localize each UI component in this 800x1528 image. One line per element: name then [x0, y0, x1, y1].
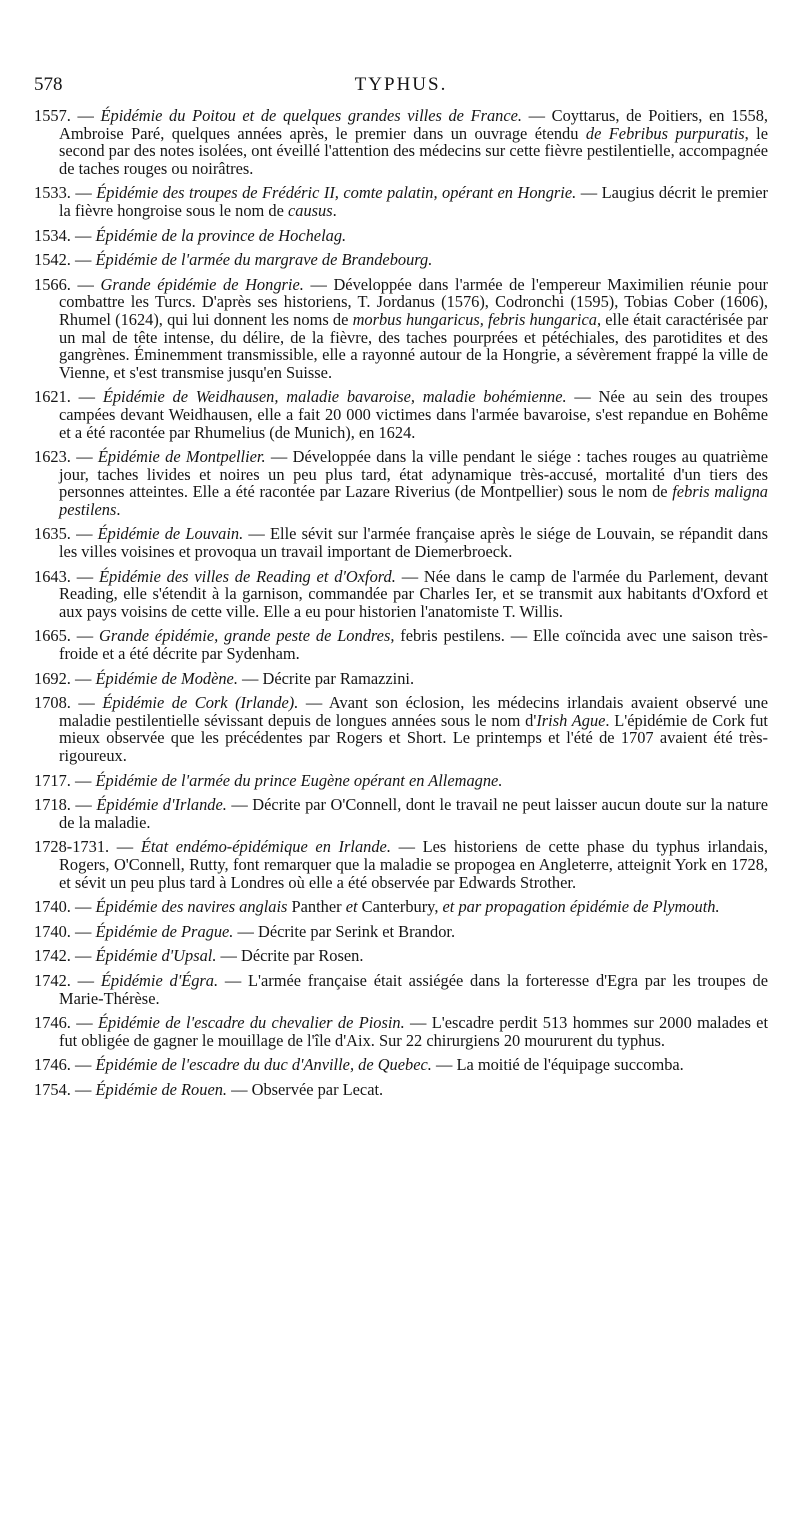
- entry-year: 1542.: [34, 250, 71, 270]
- entry-italic-term: et: [345, 897, 358, 917]
- entry-year: 1557.: [34, 106, 71, 125]
- entry-title: Épidémie de Louvain.: [97, 524, 244, 544]
- entry-description: — Décrite par O'Connell, dont le travail ne peut laisser aucun doute sur la nature de la maladie.: [59, 795, 768, 832]
- entry-separator: —: [70, 274, 101, 294]
- entry-title: Épidémie de Modène.: [95, 668, 238, 688]
- entry-description: — Développée dans l'armée de l'empereur Maximilien réunie pour combattre les Turcs. D'après ses historiens, T. Jordanus (1576), Codronchi (1595), Tobias Cober (1606), Rhumel (1624), qui lui donnent les noms de: [59, 274, 768, 329]
- entry-description-continued: , elle était caractérisée par un mal de tête intense, du délire, de la fièvre, des taches pourprées et pétéchiales, des parotidites et des gangrènes. Éminemment transmissible, elle a rayonné autour de la Hongrie, a sévèrement frappé la ville de Vienne, et s'est transmise jusqu'en Suisse.: [59, 309, 768, 382]
- entry-description: — Elle sévit sur l'armée française après le siége de Louvain, se répandit dans les villes voisines et provoqua un travail important de Diemerbroeck.: [59, 524, 768, 562]
- entry-description-continued: .: [332, 200, 337, 220]
- entry-separator: —: [70, 770, 96, 790]
- entry-year: 1534.: [34, 225, 71, 245]
- chronology-entry: [34, 796, 768, 831]
- chronology-entry: [34, 694, 768, 764]
- entry-separator: —: [70, 1055, 96, 1075]
- chronology-entry: [34, 107, 768, 177]
- entry-separator: —: [70, 668, 96, 688]
- entry-description: — Laugius décrit le premier la fièvre hongroise sous le nom de: [59, 183, 769, 220]
- chronology-entry: [34, 1081, 768, 1099]
- chronology-entry: [34, 923, 768, 941]
- chronology-entry: [34, 1014, 768, 1049]
- entry-description: — Coyttarus, de Poitiers, en 1558, Ambroise Paré, quelques années après, le premier dans un ouvrage étendu: [59, 106, 768, 143]
- entry-year: 1718.: [34, 795, 71, 815]
- entry-description: — Née au sein des troupes campées devant Weidhausen, elle a fait 20 000 victimes dans l'armée bavaroise, s'est repandue en Bohême et a été racontée par Rhumelius (de Munich), en 1624.: [59, 387, 768, 442]
- entry-italic-term: Irish Ague: [536, 710, 606, 730]
- entry-description: — Développée dans la ville pendant le siége : taches rouges au quatrième jour, taches livides et noires un peu plus tard, état adynamique très-accusé, mortalité d'un tiers des personnes atteintes. Elle a été racontée par Lazare Riverius (de Montpellier) sous le nom de: [59, 447, 768, 502]
- chronology-entry: [34, 525, 768, 560]
- entry-description: — Les historiens de cette phase du typhus irlandais, Rogers, O'Connell, Rutty, font remarquer que la maladie se propogea en Angleterre, atteignit York en 1728, et sévit un peu plus tard à Londres où elle a été observée par Edwards Strother.: [59, 837, 768, 892]
- entry-separator: —: [70, 225, 96, 245]
- page-number: 578: [34, 74, 63, 95]
- entry-italic-term: de Febribus purpuratis: [585, 123, 745, 143]
- entry-title: Épidémie de Montpellier.: [97, 447, 266, 467]
- running-title: TYPHUS.: [354, 74, 448, 95]
- chronology-entry: [34, 838, 768, 891]
- entry-year: 1740.: [34, 921, 71, 941]
- chronology-entry: [34, 276, 768, 382]
- entry-description: — L'armée française était assiégée dans la forteresse d'Egra par les troupes de Marie-Thérèse.: [59, 970, 768, 1008]
- entry-year: 1635.: [34, 524, 71, 544]
- chronology-entry: [34, 772, 768, 790]
- entry-separator: —: [70, 693, 103, 713]
- entry-description: — Décrite par Serink et Brandor.: [233, 921, 456, 941]
- entry-year: 1533.: [34, 183, 71, 203]
- entry-separator: —: [70, 387, 103, 407]
- entry-separator: —: [70, 447, 98, 467]
- chronology-entry: [34, 227, 768, 245]
- chronology-entry: [34, 184, 768, 219]
- entry-separator: —: [70, 106, 101, 125]
- entry-separator: —: [70, 566, 99, 586]
- entry-year: 1754.: [34, 1079, 71, 1099]
- entry-year: 1643.: [34, 566, 71, 586]
- entry-year: 1692.: [34, 668, 71, 688]
- entry-year: 1742.: [34, 970, 71, 990]
- entry-description: — Née dans le camp de l'armée du Parlement, devant Reading, elle s'étendit à la garnison, commandée par Charles Ier, et se transmit aux habitants d'Oxford et aux pays voisins de cette ville. Elle a eu pour historien l'anatomiste T. Willis.: [59, 566, 768, 621]
- entry-description-continued: , le second par des notes isolées, ont éveillé l'attention des médecins sur cette fièvre pestilentielle, accompagnée de taches rouges ou noirâtres.: [59, 123, 769, 178]
- entry-title: Épidémie des villes de Reading et d'Oxford.: [98, 566, 396, 586]
- entry-separator: —: [70, 250, 96, 270]
- entry-separator: —: [109, 837, 141, 857]
- page-header: [34, 74, 768, 102]
- chronology-entry: [34, 898, 768, 916]
- entry-year: 1740.: [34, 897, 71, 917]
- entry-separator: —: [70, 921, 96, 941]
- entry-title: Grande épidémie, grande peste de Londres,: [99, 626, 395, 646]
- entry-year: 1623.: [34, 447, 71, 467]
- entry-italic-term: morbus hungaricus, febris hungarica: [352, 309, 597, 329]
- entry-title: Épidémie de la province de Hochelag.: [95, 225, 347, 245]
- entry-title: Épidémie d'Upsal.: [95, 946, 217, 966]
- entry-separator: —: [70, 946, 96, 966]
- entry-title: Épidémie de Rouen.: [95, 1079, 228, 1099]
- entry-title: Épidémie de l'armée du margrave de Brandebourg.: [95, 250, 433, 270]
- entry-title: Épidémie du Poitou et de quelques grandes villes de France.: [100, 106, 523, 125]
- entry-description-continued: Canterbury,: [357, 897, 443, 917]
- entry-separator: —: [70, 524, 98, 544]
- entry-italic-term: et par propagation épidémie de Plymouth.: [442, 897, 720, 917]
- entry-separator: —: [70, 1079, 96, 1099]
- epidemic-chronology: [34, 107, 768, 1106]
- chronology-entry: [34, 388, 768, 441]
- entry-title: Épidémie des navires anglais: [95, 897, 288, 917]
- entry-title: Épidémie de l'armée du prince Eugène opérant en Allemagne.: [95, 770, 503, 790]
- entry-year: 1566.: [34, 274, 71, 294]
- entry-separator: —: [70, 897, 96, 917]
- entry-title: Épidémie de Weidhausen, maladie bavaroise, maladie bohémienne.: [102, 387, 567, 407]
- entry-description: Panther: [287, 897, 346, 917]
- entry-description: — L'escadre perdit 513 hommes sur 2000 malades et fut obligée de gagner le mouillage de l'île d'Aix. Sur 22 chirurgiens 20 moururent du typhus.: [59, 1013, 768, 1050]
- entry-title: Épidémie de Cork (Irlande).: [102, 693, 299, 713]
- entry-year: 1746.: [34, 1055, 71, 1075]
- entry-description: — Décrite par Rosen.: [216, 946, 364, 966]
- entry-separator: —: [70, 795, 97, 815]
- entry-year: 1621.: [34, 387, 71, 407]
- entry-description-continued: . L'épidémie de Cork fut mieux observée que les précédentes par Rogers et Short. Le printemps et l'été de 1707 avaient été très-rigoureux.: [59, 710, 768, 765]
- entry-title: Épidémie de l'escadre du chevalier de Piosin.: [97, 1013, 405, 1033]
- entry-title: Épidémie des troupes de Frédéric II, comte palatin, opérant en Hongrie.: [96, 183, 577, 203]
- entry-year: 1742.: [34, 946, 71, 966]
- entry-description: febris pestilens. — Elle coïncida avec une saison très-froide et a été décrite par Sydenham.: [59, 626, 768, 664]
- entry-title: Épidémie d'Irlande.: [96, 795, 227, 815]
- entry-description-continued: .: [116, 499, 121, 519]
- entry-year: 1728-1731.: [34, 837, 110, 857]
- entry-year: 1746.: [34, 1013, 71, 1033]
- chronology-entry: [34, 568, 768, 621]
- entry-description: — Avant son éclosion, les médecins irlandais avaient observé une maladie pestilentielle sévissant depuis de longues années sous le nom d': [59, 693, 768, 730]
- entry-year: 1665.: [34, 626, 71, 646]
- chronology-entry: [34, 251, 768, 269]
- entry-title: État endémo-épidémique en Irlande.: [140, 837, 391, 857]
- entry-title: Épidémie de l'escadre du duc d'Anville, de Quebec.: [95, 1055, 432, 1075]
- chronology-entry: [34, 947, 768, 965]
- entry-separator: —: [70, 183, 97, 203]
- chronology-entry: [34, 1056, 768, 1074]
- entry-separator: —: [70, 626, 99, 646]
- entry-separator: —: [70, 970, 101, 990]
- entry-description: — Observée par Lecat.: [227, 1079, 384, 1099]
- chronology-entry: [34, 448, 768, 518]
- entry-italic-term: causus: [287, 200, 333, 220]
- entry-title: Épidémie d'Égra.: [100, 970, 219, 990]
- entry-title: Épidémie de Prague.: [95, 921, 234, 941]
- entry-title: Grande épidémie de Hongrie.: [100, 274, 304, 294]
- entry-separator: —: [70, 1013, 98, 1033]
- entry-year: 1717.: [34, 770, 71, 790]
- chronology-entry: [34, 670, 768, 688]
- chronology-entry: [34, 972, 768, 1007]
- entry-description: — Décrite par Ramazzini.: [237, 668, 415, 688]
- entry-description: — La moitié de l'équipage succomba.: [431, 1055, 684, 1075]
- entry-year: 1708.: [34, 693, 71, 713]
- entry-italic-term: febris maligna pestilens: [59, 482, 768, 519]
- chronology-entry: [34, 627, 768, 662]
